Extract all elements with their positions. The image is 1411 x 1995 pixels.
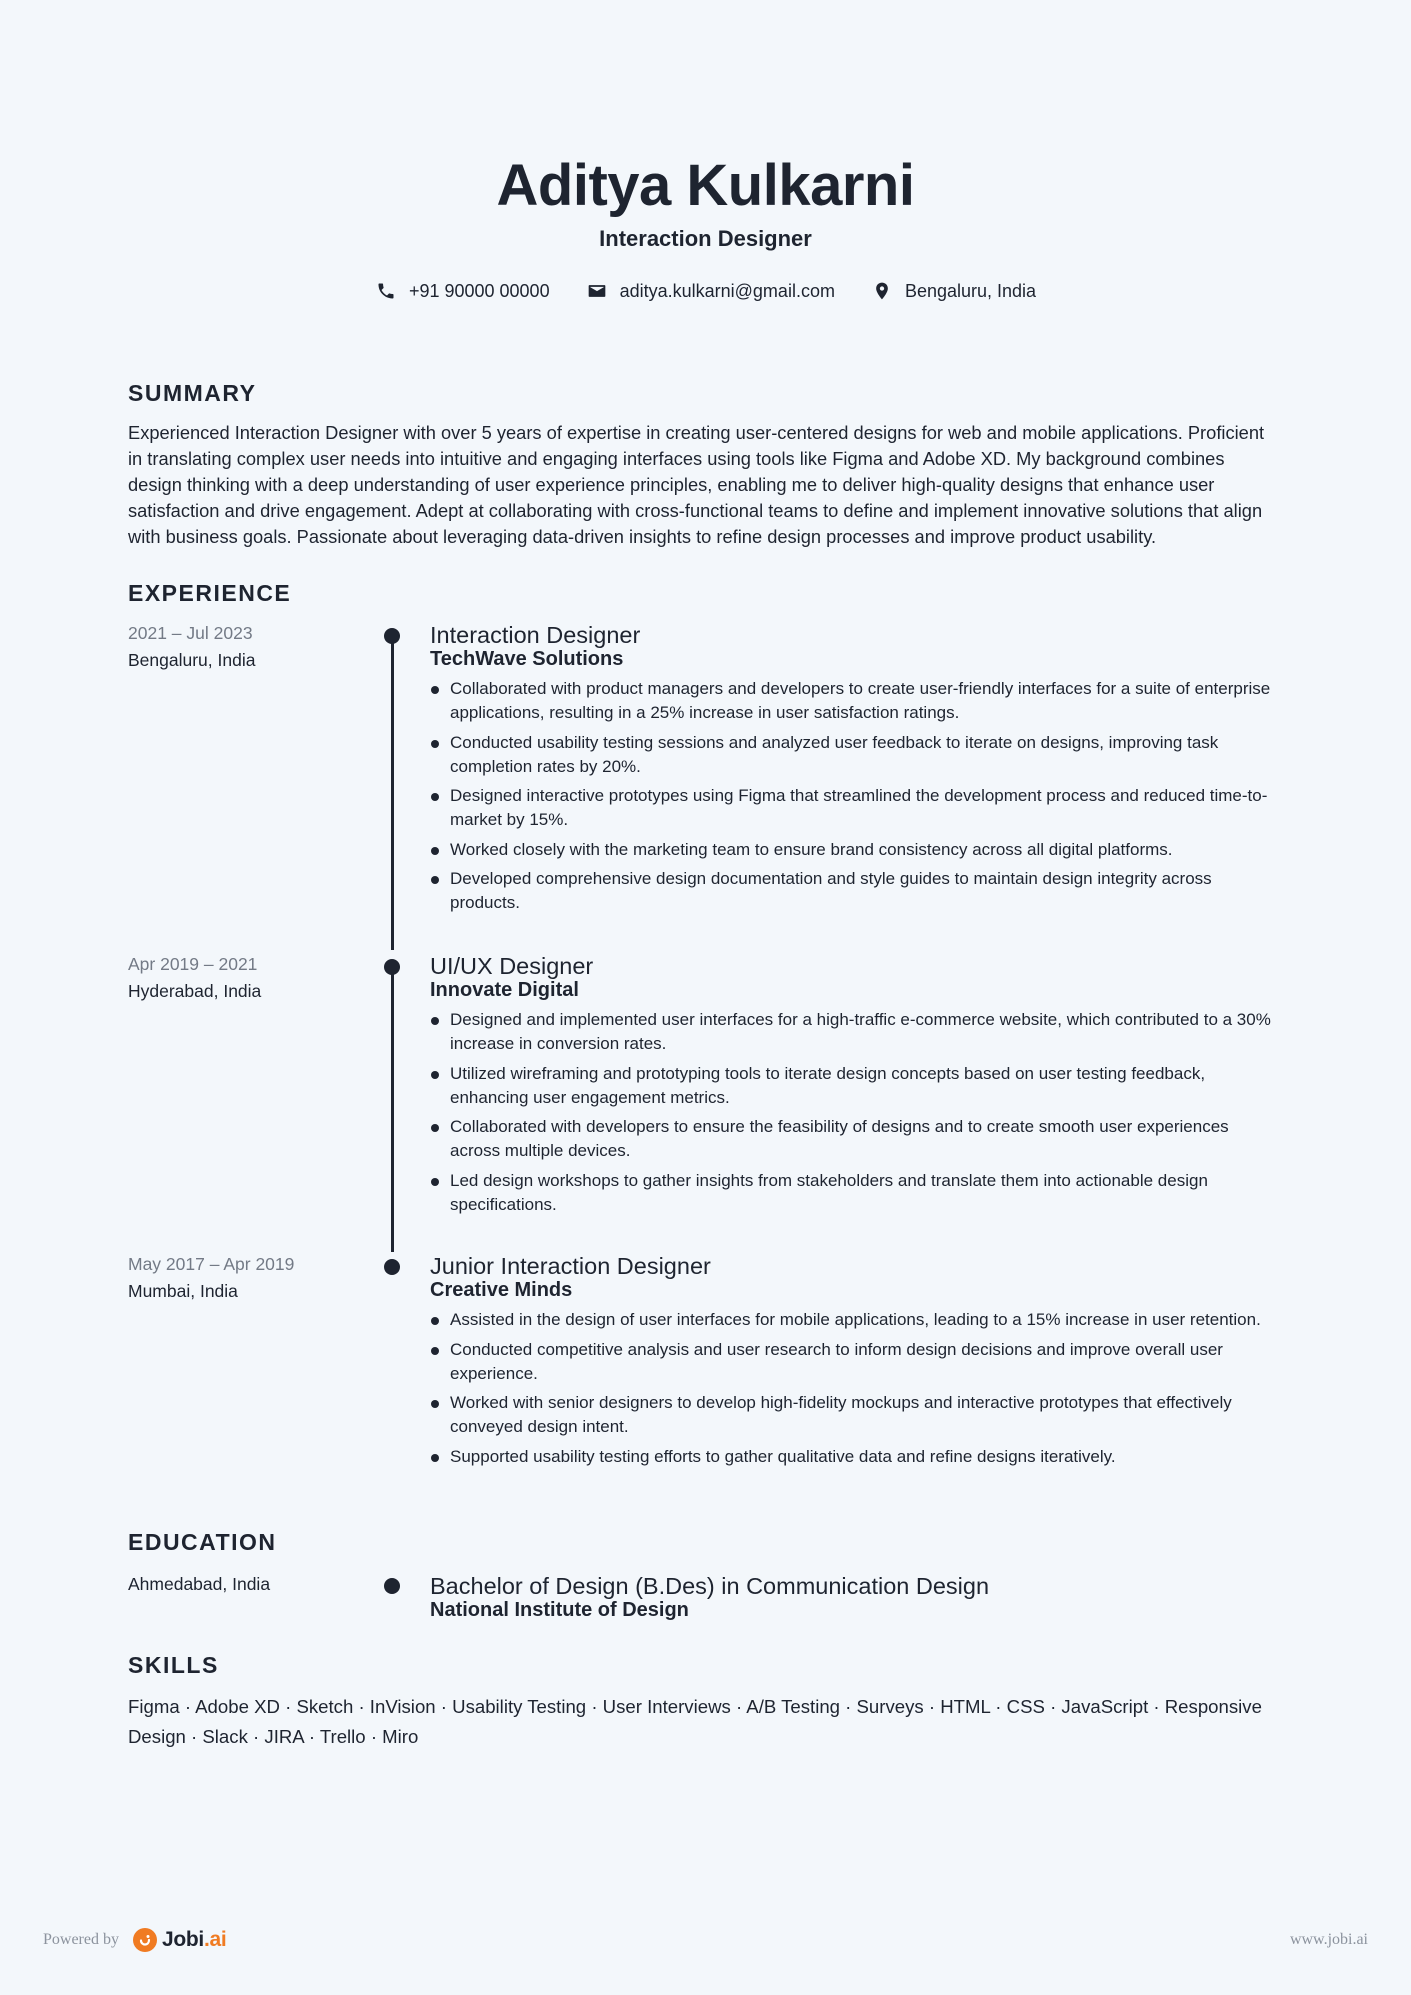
resume-header <box>128 151 1283 303</box>
timeline-dot <box>384 1259 400 1275</box>
list-item: Worked with senior designers to develop high-fidelity mockups and interactive prototypes that effectively conveyed design intent. <box>430 1391 1275 1439</box>
job-dates: May 2017 – Apr 2019 <box>128 1254 295 1274</box>
job-title: Junior Interaction Designer <box>430 1253 711 1279</box>
mail-icon <box>586 280 608 302</box>
list-item: Designed interactive prototypes using Figma that streamlined the development process and reduced time-to-market by 15%. <box>430 784 1275 832</box>
job-company: TechWave Solutions <box>430 648 624 670</box>
experience-heading: EXPERIENCE <box>128 580 292 606</box>
summary-heading: SUMMARY <box>128 380 257 406</box>
job-location: Mumbai, India <box>128 1281 238 1301</box>
skills-heading: SKILLS <box>128 1652 219 1678</box>
education-heading: EDUCATION <box>128 1529 277 1555</box>
candidate-name: Aditya Kulkarni <box>496 153 915 218</box>
list-item: Supported usability testing efforts to gather qualitative data and refine designs iteratively. <box>430 1445 1275 1469</box>
timeline-dot <box>384 628 400 644</box>
list-item: Assisted in the design of user interfaces for mobile applications, leading to a 15% increase in user retention. <box>430 1308 1275 1332</box>
timeline-line <box>391 967 394 1252</box>
timeline-dot <box>384 959 400 975</box>
summary-text: Experienced Interaction Designer with over 5 years of expertise in creating user-centered designs for web and mobile applications. Proficient in translating complex user needs into intuitive and engaging interfaces using tools like Figma and Adobe XD. My background combines design thinking with a deep understanding of user experience principles, enabling me to deliver high-quality designs that enhance user satisfaction and drive engagement. Adept at collaborating with cross-functional teams to define and implement innovative solutions that align with business goals. Passionate about leveraging data-driven insights to refine design processes and improve product usability. <box>128 422 1265 547</box>
list-item: Worked closely with the marketing team to ensure brand consistency across all digital platforms. <box>430 838 1275 862</box>
list-item: Conducted competitive analysis and user research to inform design decisions and improve overall user experience. <box>430 1338 1275 1386</box>
list-item: Led design workshops to gather insights from stakeholders and translate them into actionable design specifications. <box>430 1169 1275 1217</box>
education-school: National Institute of Design <box>430 1599 689 1621</box>
list-item: Utilized wireframing and prototyping tools to iterate design concepts based on user testing feedback, enhancing user engagement metrics. <box>430 1062 1275 1110</box>
location-pin-icon <box>871 280 893 302</box>
list-item: Collaborated with developers to ensure the feasibility of designs and to create smooth user experiences across multiple devices. <box>430 1115 1275 1163</box>
phone-text: +91 90000 00000 <box>408 281 550 301</box>
job-dates: Apr 2019 – 2021 <box>128 954 258 974</box>
candidate-role: Interaction Designer <box>599 226 812 251</box>
jobi-logo-icon <box>133 1928 157 1952</box>
education-degree: Bachelor of Design (B.Des) in Communication Design <box>430 1573 990 1599</box>
list-item: Designed and implemented user interfaces for a high-traffic e-commerce website, which contributed to a 30% increase in conversion rates. <box>430 1008 1275 1056</box>
contact-email <box>586 279 835 303</box>
timeline-dot <box>384 1578 400 1594</box>
brand-suffix: .ai <box>203 1928 227 1951</box>
job-location: Hyderabad, India <box>128 981 262 1001</box>
jobi-logo[interactable] <box>133 1928 226 1952</box>
job-title: UI/UX Designer <box>430 953 594 979</box>
footer-website-link[interactable]: www.jobi.ai <box>1289 1931 1368 1948</box>
contact-phone <box>375 279 550 303</box>
job-bullets <box>430 677 1275 921</box>
timeline-line <box>391 636 394 950</box>
contact-location <box>871 279 1036 303</box>
job-location: Bengaluru, India <box>128 650 256 670</box>
list-item: Conducted usability testing sessions and analyzed user feedback to iterate on designs, improving task completion rates by 20%. <box>430 731 1275 779</box>
resume-page <box>128 0 1283 1995</box>
job-title: Interaction Designer <box>430 622 641 648</box>
job-bullets <box>430 1308 1275 1474</box>
phone-icon <box>375 280 397 302</box>
jobi-wordmark <box>162 1928 226 1952</box>
contact-row <box>128 279 1283 303</box>
list-item: Collaborated with product managers and developers to create user-friendly interfaces for a suite of enterprise applications, resulting in a 25% increase in user satisfaction ratings. <box>430 677 1275 725</box>
job-company: Innovate Digital <box>430 979 579 1001</box>
job-dates: 2021 – Jul 2023 <box>128 623 253 643</box>
email-text[interactable]: aditya.kulkarni@gmail.com <box>619 281 835 301</box>
brand-name: Jobi <box>161 1928 204 1951</box>
skills-list: Figma · Adobe XD · Sketch · InVision · Usability Testing · User Interviews · A/B Testing · Surveys · HTML · CSS · JavaScript · Responsive Design · Slack · JIRA · Trello · Miro <box>128 1696 1262 1747</box>
education-location: Ahmedabad, India <box>128 1574 271 1594</box>
location-text: Bengaluru, India <box>904 281 1037 301</box>
powered-by-label: Powered by <box>43 1931 119 1948</box>
job-bullets <box>430 1008 1275 1222</box>
footer-branding <box>43 1928 226 1952</box>
job-company: Creative Minds <box>430 1279 573 1301</box>
list-item: Developed comprehensive design documentation and style guides to maintain design integrity across products. <box>430 867 1275 915</box>
